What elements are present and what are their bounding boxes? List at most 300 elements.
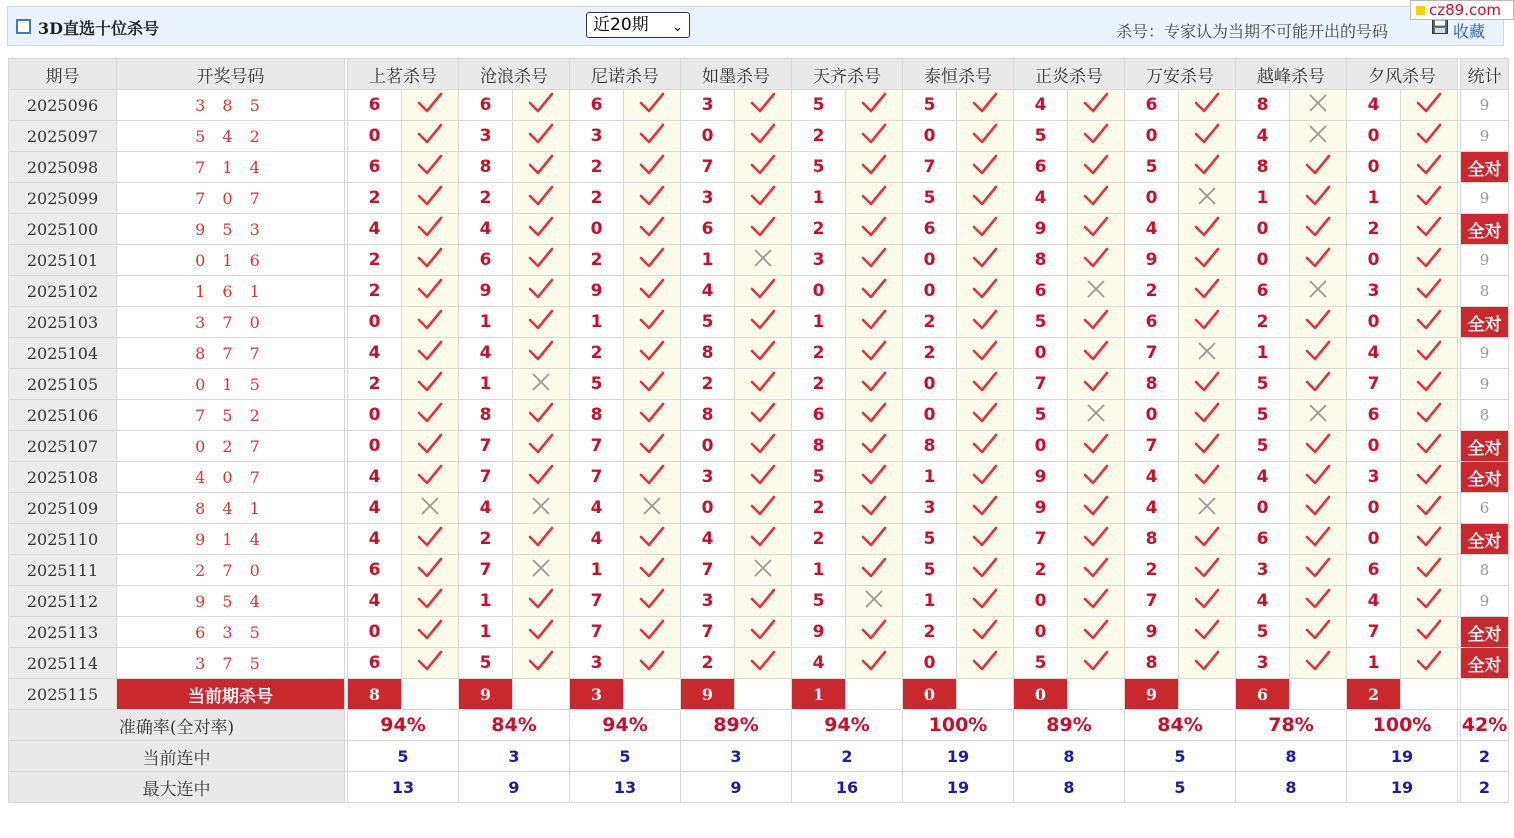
check-icon [972, 557, 998, 579]
check-icon [639, 588, 665, 610]
kill-number-cell: 2 [1125, 555, 1179, 586]
kill-number-cell: 0 [1014, 431, 1068, 462]
check-icon [639, 526, 665, 548]
kill-number-cell: 9 [1125, 245, 1179, 276]
check-icon [528, 154, 554, 176]
hit-cell [846, 400, 903, 431]
kill-number-cell: 0 [1347, 121, 1401, 152]
hit-cell [735, 617, 792, 648]
kill-number-cell: 0 [903, 276, 957, 307]
hit-cell [513, 431, 570, 462]
kill-number-cell: 2 [570, 183, 624, 214]
hit-cell [1401, 90, 1458, 121]
draw-number-cell: 0 2 7 [117, 431, 345, 462]
kill-number-cell: 4 [1014, 183, 1068, 214]
hit-cell [624, 431, 681, 462]
check-icon [861, 340, 887, 362]
kill-number-cell: 1 [681, 245, 735, 276]
stat-cell: 全对 [1461, 431, 1509, 462]
check-icon [639, 464, 665, 486]
kill-number-cell: 2 [792, 369, 846, 400]
kill-number-cell: 6 [1236, 524, 1290, 555]
hit-cell [624, 369, 681, 400]
kill-number-cell: 1 [1347, 183, 1401, 214]
stat-cell: 9 [1461, 245, 1509, 276]
hit-cell [957, 121, 1014, 152]
cross-icon [642, 496, 662, 516]
check-icon [972, 588, 998, 610]
kill-number-cell: 9 [1014, 214, 1068, 245]
cross-icon [1197, 186, 1217, 206]
check-icon [417, 588, 443, 610]
hit-cell [735, 183, 792, 214]
hit-cell [846, 245, 903, 276]
check-icon [972, 216, 998, 238]
check-icon [861, 123, 887, 145]
hit-cell [513, 307, 570, 338]
hit-cell [735, 90, 792, 121]
kill-number-cell: 5 [792, 152, 846, 183]
stat-cell: 全对 [1461, 152, 1509, 183]
hit-cell [1068, 307, 1125, 338]
stat-cell: 8 [1461, 276, 1509, 307]
current-streak-row-value: 5 [348, 741, 459, 772]
check-icon [1416, 588, 1442, 610]
hit-cell [1401, 462, 1458, 493]
kill-number-cell: 1 [1236, 183, 1290, 214]
hit-cell [513, 276, 570, 307]
check-icon [1194, 278, 1220, 300]
hit-cell [957, 245, 1014, 276]
check-icon [1416, 216, 1442, 238]
kill-table [8, 58, 1509, 803]
check-icon [639, 371, 665, 393]
check-icon [750, 371, 776, 393]
kill-number-cell: 2 [348, 276, 402, 307]
draw-number-cell: 0 1 5 [117, 369, 345, 400]
kill-number-cell: 8 [1014, 245, 1068, 276]
draw-number-cell: 5 4 2 [117, 121, 345, 152]
current-streak-row [9, 741, 1509, 772]
kill-number-cell: 1 [1347, 648, 1401, 679]
kill-number-cell: 2 [792, 121, 846, 152]
hit-cell [1179, 307, 1236, 338]
check-icon [1083, 309, 1109, 331]
check-icon [1305, 650, 1331, 672]
hit-cell [624, 276, 681, 307]
kill-number-cell: 9 [1125, 617, 1179, 648]
check-icon [750, 278, 776, 300]
max-streak-row-value: 19 [903, 772, 1014, 803]
check-icon [750, 216, 776, 238]
kill-number-cell: 0 [1125, 121, 1179, 152]
kill-number-cell: 2 [792, 338, 846, 369]
kill-number-cell: 0 [681, 431, 735, 462]
site-badge[interactable] [1410, 0, 1514, 20]
max-streak-row-value: 13 [348, 772, 459, 803]
hit-cell [1068, 369, 1125, 400]
hit-cell [846, 617, 903, 648]
kill-number-cell: 2 [570, 338, 624, 369]
period-select[interactable] [586, 12, 690, 38]
check-icon [1416, 340, 1442, 362]
miss-cell [1290, 276, 1347, 307]
cross-icon [1308, 93, 1328, 113]
check-icon [1416, 154, 1442, 176]
check-icon [1194, 371, 1220, 393]
kill-number-cell: 2 [1014, 555, 1068, 586]
hit-cell [846, 152, 903, 183]
hit-cell [624, 307, 681, 338]
check-icon [1194, 557, 1220, 579]
check-icon [639, 92, 665, 114]
kill-number-cell: 5 [1125, 152, 1179, 183]
miss-cell [402, 493, 459, 524]
miss-cell [846, 586, 903, 617]
kill-number-cell: 5 [1236, 369, 1290, 400]
kill-number-cell: 5 [1014, 400, 1068, 431]
kill-number-cell: 3 [792, 245, 846, 276]
hit-cell [402, 245, 459, 276]
hit-cell [1068, 183, 1125, 214]
draw-number-cell: 9 5 3 [117, 214, 345, 245]
check-icon [1305, 588, 1331, 610]
table-row [9, 214, 1509, 245]
current-row [9, 679, 1509, 710]
favorite-link[interactable]: 收藏 [1453, 22, 1486, 41]
check-icon [417, 464, 443, 486]
check-icon [417, 278, 443, 300]
kill-number-cell: 2 [1125, 276, 1179, 307]
kill-number-cell: 0 [1014, 586, 1068, 617]
kill-number-cell: 9 [459, 276, 513, 307]
hit-cell [1290, 214, 1347, 245]
kill-number-cell: 8 [681, 338, 735, 369]
kill-number-cell: 8 [1125, 648, 1179, 679]
hit-cell [624, 617, 681, 648]
checkbox-icon [16, 19, 31, 34]
check-icon [1083, 340, 1109, 362]
issue-cell: 2025100 [9, 214, 117, 245]
draw-number-cell: 3 7 0 [117, 307, 345, 338]
kill-number-cell: 3 [681, 586, 735, 617]
kill-number-cell: 0 [1236, 214, 1290, 245]
check-icon [750, 92, 776, 114]
check-icon [1194, 650, 1220, 672]
hit-cell [1401, 400, 1458, 431]
hit-cell [1068, 648, 1125, 679]
check-icon [972, 526, 998, 548]
check-icon [528, 123, 554, 145]
check-icon [1305, 433, 1331, 455]
hit-cell [1068, 493, 1125, 524]
miss-cell [1179, 493, 1236, 524]
kill-number-cell: 0 [348, 307, 402, 338]
hit-cell [735, 462, 792, 493]
stat-cell: 9 [1461, 90, 1509, 121]
stat-cell: 全对 [1461, 462, 1509, 493]
check-icon [972, 185, 998, 207]
footer-label-cell: 最大连中 [9, 772, 345, 803]
hit-cell [1401, 555, 1458, 586]
check-icon [417, 619, 443, 641]
kill-number-cell: 0 [903, 245, 957, 276]
hit-cell [735, 307, 792, 338]
kill-number-cell: 0 [1347, 431, 1401, 462]
accuracy-row-value: 84% [459, 710, 570, 741]
check-icon [528, 309, 554, 331]
check-icon [1416, 495, 1442, 517]
check-icon [1305, 371, 1331, 393]
kill-number-cell: 6 [1014, 276, 1068, 307]
hit-cell [624, 338, 681, 369]
kill-number-cell: 5 [792, 90, 846, 121]
hit-cell [1401, 307, 1458, 338]
check-icon [1305, 526, 1331, 548]
header-bar [7, 6, 1504, 46]
kill-number-cell: 0 [348, 400, 402, 431]
hit-cell [957, 276, 1014, 307]
kill-number-cell: 7 [1014, 524, 1068, 555]
check-icon [1083, 619, 1109, 641]
hit-cell [957, 586, 1014, 617]
draw-number-cell: 9 1 4 [117, 524, 345, 555]
miss-cell [513, 493, 570, 524]
kill-number-cell: 5 [1014, 307, 1068, 338]
kill-number-cell: 3 [681, 462, 735, 493]
hit-cell [846, 524, 903, 555]
check-icon [1305, 154, 1331, 176]
check-icon [639, 340, 665, 362]
check-icon [750, 619, 776, 641]
stat-cell: 9 [1461, 338, 1509, 369]
table-row [9, 524, 1509, 555]
kill-number-cell: 1 [903, 586, 957, 617]
check-icon [639, 185, 665, 207]
hit-cell [1068, 431, 1125, 462]
check-icon [750, 340, 776, 362]
accuracy-row-value: 94% [348, 710, 459, 741]
hit-cell [735, 493, 792, 524]
hit-cell [513, 90, 570, 121]
check-icon [750, 402, 776, 424]
miss-cell [735, 555, 792, 586]
current-kill-cell: 0 [1014, 679, 1068, 710]
kill-number-cell: 2 [570, 245, 624, 276]
kill-number-cell: 5 [1236, 400, 1290, 431]
hit-cell [846, 338, 903, 369]
check-icon [861, 278, 887, 300]
current-streak-row-value: 2 [792, 741, 903, 772]
hit-cell [402, 369, 459, 400]
kill-number-cell: 7 [1125, 338, 1179, 369]
hit-cell [1068, 617, 1125, 648]
kill-number-cell: 5 [903, 555, 957, 586]
kill-number-cell: 4 [570, 493, 624, 524]
check-icon [1194, 216, 1220, 238]
issue-cell: 2025112 [9, 586, 117, 617]
check-icon [528, 185, 554, 207]
check-icon [528, 216, 554, 238]
check-icon [1416, 619, 1442, 641]
hit-cell [1068, 90, 1125, 121]
kill-number-cell: 0 [903, 400, 957, 431]
hit-cell [1068, 214, 1125, 245]
check-icon [1416, 650, 1442, 672]
kill-number-cell: 4 [681, 524, 735, 555]
hit-cell [1068, 152, 1125, 183]
hit-cell [846, 214, 903, 245]
kill-number-cell: 2 [348, 369, 402, 400]
kill-number-cell: 0 [1125, 183, 1179, 214]
issue-cell: 2025108 [9, 462, 117, 493]
check-icon [1194, 464, 1220, 486]
max-streak-row-value: 13 [570, 772, 681, 803]
kill-number-cell: 0 [1014, 338, 1068, 369]
stat-cell: 8 [1461, 555, 1509, 586]
stat-cell: 全对 [1461, 648, 1509, 679]
current-streak-row-value: 19 [1347, 741, 1458, 772]
kill-number-cell: 0 [1347, 152, 1401, 183]
kill-number-cell: 0 [348, 121, 402, 152]
miss-cell [735, 245, 792, 276]
hit-cell [624, 90, 681, 121]
check-icon [972, 123, 998, 145]
check-icon [1416, 557, 1442, 579]
kill-number-cell: 0 [1347, 307, 1401, 338]
check-icon [639, 278, 665, 300]
kill-number-cell: 6 [903, 214, 957, 245]
hit-cell [1068, 462, 1125, 493]
hit-cell [402, 338, 459, 369]
table-row [9, 555, 1509, 586]
table-row [9, 245, 1509, 276]
kill-number-cell: 3 [1347, 462, 1401, 493]
kill-number-cell: 3 [570, 121, 624, 152]
check-icon [750, 526, 776, 548]
check-icon [861, 309, 887, 331]
empty-cell [1068, 679, 1125, 710]
check-icon [861, 247, 887, 269]
kill-number-cell: 0 [1236, 493, 1290, 524]
check-icon [861, 371, 887, 393]
kill-number-cell: 7 [681, 555, 735, 586]
check-icon [417, 433, 443, 455]
kill-number-cell: 4 [348, 524, 402, 555]
draw-number-cell: 6 3 5 [117, 617, 345, 648]
hit-cell [957, 400, 1014, 431]
check-icon [861, 650, 887, 672]
check-icon [417, 309, 443, 331]
check-icon [528, 92, 554, 114]
current-streak-row-value: 19 [903, 741, 1014, 772]
hit-cell [513, 121, 570, 152]
kill-number-cell: 8 [459, 400, 513, 431]
hit-cell [1179, 121, 1236, 152]
kill-number-cell: 1 [792, 307, 846, 338]
check-icon [750, 464, 776, 486]
accuracy-row-value: 94% [792, 710, 903, 741]
check-icon [750, 495, 776, 517]
kill-number-cell: 8 [1125, 369, 1179, 400]
footer-label-cell: 当前连中 [9, 741, 345, 772]
check-icon [1305, 619, 1331, 641]
hit-cell [846, 121, 903, 152]
kill-number-cell: 2 [792, 493, 846, 524]
table-row [9, 152, 1509, 183]
empty-cell [513, 679, 570, 710]
stat-cell: 8 [1461, 400, 1509, 431]
kill-number-cell: 2 [459, 183, 513, 214]
kill-number-cell: 6 [348, 152, 402, 183]
hit-cell [513, 183, 570, 214]
kill-number-cell: 5 [681, 307, 735, 338]
hit-cell [1179, 648, 1236, 679]
hit-cell [402, 90, 459, 121]
issue-cell: 2025097 [9, 121, 117, 152]
kill-number-cell: 1 [570, 555, 624, 586]
check-icon [1194, 402, 1220, 424]
check-icon [1083, 526, 1109, 548]
check-icon [972, 495, 998, 517]
hit-cell [846, 276, 903, 307]
check-icon [1083, 557, 1109, 579]
check-icon [1416, 92, 1442, 114]
check-icon [1416, 309, 1442, 331]
kill-number-cell: 8 [792, 431, 846, 462]
accuracy-row-value: 100% [1347, 710, 1458, 741]
hit-cell [1290, 617, 1347, 648]
issue-cell: 2025098 [9, 152, 117, 183]
kill-number-cell: 6 [1347, 555, 1401, 586]
hit-cell [402, 276, 459, 307]
hit-cell [1179, 462, 1236, 493]
kill-number-cell: 7 [459, 555, 513, 586]
draw-number-cell: 4 0 7 [117, 462, 345, 493]
check-icon [417, 92, 443, 114]
kill-number-cell: 5 [903, 524, 957, 555]
chevron-down-icon: ⌄ [672, 20, 683, 35]
kill-number-cell: 6 [1347, 400, 1401, 431]
hit-cell [513, 617, 570, 648]
kill-number-cell: 0 [1236, 245, 1290, 276]
check-icon [972, 340, 998, 362]
kill-number-cell: 0 [1014, 617, 1068, 648]
kill-number-cell: 6 [348, 90, 402, 121]
hit-cell [1290, 462, 1347, 493]
page-title: 3D直选十位杀号 [38, 19, 160, 38]
check-icon [528, 247, 554, 269]
col-expert: 万安杀号 [1125, 59, 1236, 90]
check-icon [861, 216, 887, 238]
save-icon[interactable] [1432, 19, 1448, 34]
kill-number-cell: 2 [570, 152, 624, 183]
hit-cell [513, 152, 570, 183]
check-icon [1305, 185, 1331, 207]
kill-number-cell: 6 [1236, 276, 1290, 307]
kill-number-cell: 0 [1125, 400, 1179, 431]
kill-number-cell: 3 [681, 183, 735, 214]
kill-number-cell: 1 [459, 586, 513, 617]
hit-cell [1290, 586, 1347, 617]
miss-cell [513, 555, 570, 586]
check-icon [639, 650, 665, 672]
kill-number-cell: 4 [348, 493, 402, 524]
miss-cell [1290, 400, 1347, 431]
kill-number-cell: 1 [903, 462, 957, 493]
hit-cell [846, 369, 903, 400]
kill-number-cell: 8 [1236, 152, 1290, 183]
